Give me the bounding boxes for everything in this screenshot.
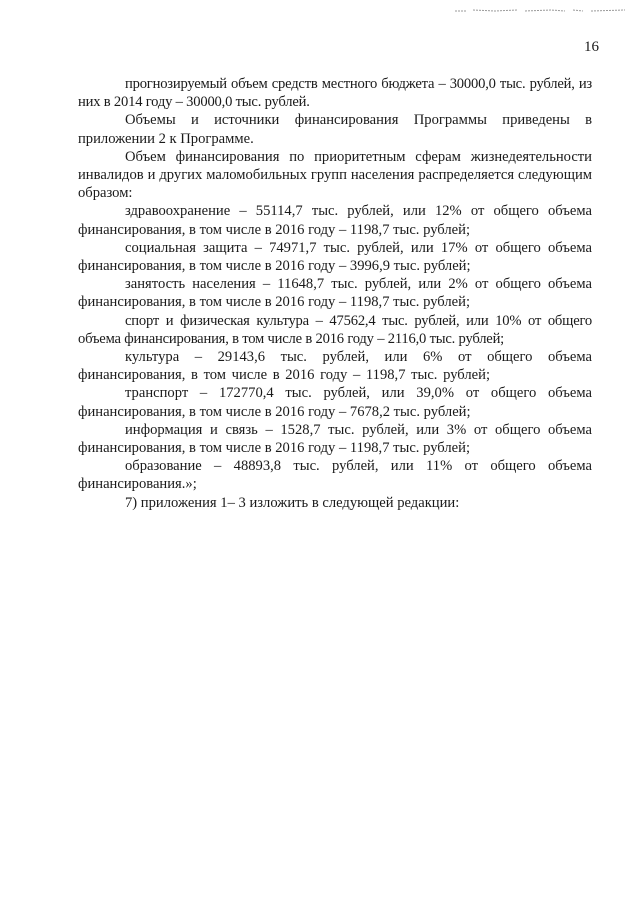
paragraph-information-communication: информация и связь – 1528,7 тыс. рублей, или 3% от общего объема финансирования, в том числе в 2016 году – 1198,7 тыс. рублей; — [78, 421, 592, 457]
paragraph-sport: спорт и физическая культура – 47562,4 тыс. рублей, или 10% от общего объема финансирования, в том числе в 2016 году – 2116,0 тыс. рублей; — [78, 312, 592, 347]
document-body — [78, 75, 592, 512]
paragraph-employment: занятость населения – 11648,7 тыс. рублей, или 2% от общего объема финансирования, в том числе в 2016 году – 1198,7 тыс. рублей; — [78, 276, 592, 311]
paragraph-healthcare: здравоохранение – 55114,7 тыс. рублей, или 12% от общего объема финансирования, в том числе в 2016 году – 1198,7 тыс. рублей; — [78, 203, 592, 238]
paragraph-funding-sources: Объемы и источники финансирования Программы приведены в приложении 2 к Программе. — [78, 112, 592, 147]
scan-artifact-mark — [455, 8, 625, 14]
paragraph-transport: транспорт – 172770,4 тыс. рублей, или 39,0% от общего объема финансирования, в том числе в 2016 году – 7678,2 тыс. рублей; — [78, 385, 592, 420]
paragraph-social-protection: социальная защита – 74971,7 тыс. рублей, или 17% от общего объема финансирования, в том числе в 2016 году – 3996,9 тыс. рублей; — [78, 239, 592, 275]
paragraph-funding-distribution: Объем финансирования по приоритетным сферам жизнедеятельности инвалидов и других маломобильных групп населения распределяется следующим образом: — [78, 148, 592, 202]
paragraph-culture: культура – 29143,6 тыс. рублей, или 6% от общего объема финансирования, в том числе в 2016 году – 1198,7 тыс. рублей; — [78, 349, 592, 384]
paragraph-appendices: 7) приложения 1– 3 изложить в следующей редакции: — [125, 494, 460, 511]
paragraph-education: образование – 48893,8 тыс. рублей, или 11% от общего объема финансирования.»; — [78, 458, 592, 493]
page-number: 16 — [584, 39, 599, 55]
paragraph-local-budget: прогнозируемый объем средств местного бюджета – 30000,0 тыс. рублей, из них в 2014 году – 30000,0 тыс. рублей. — [78, 76, 592, 111]
